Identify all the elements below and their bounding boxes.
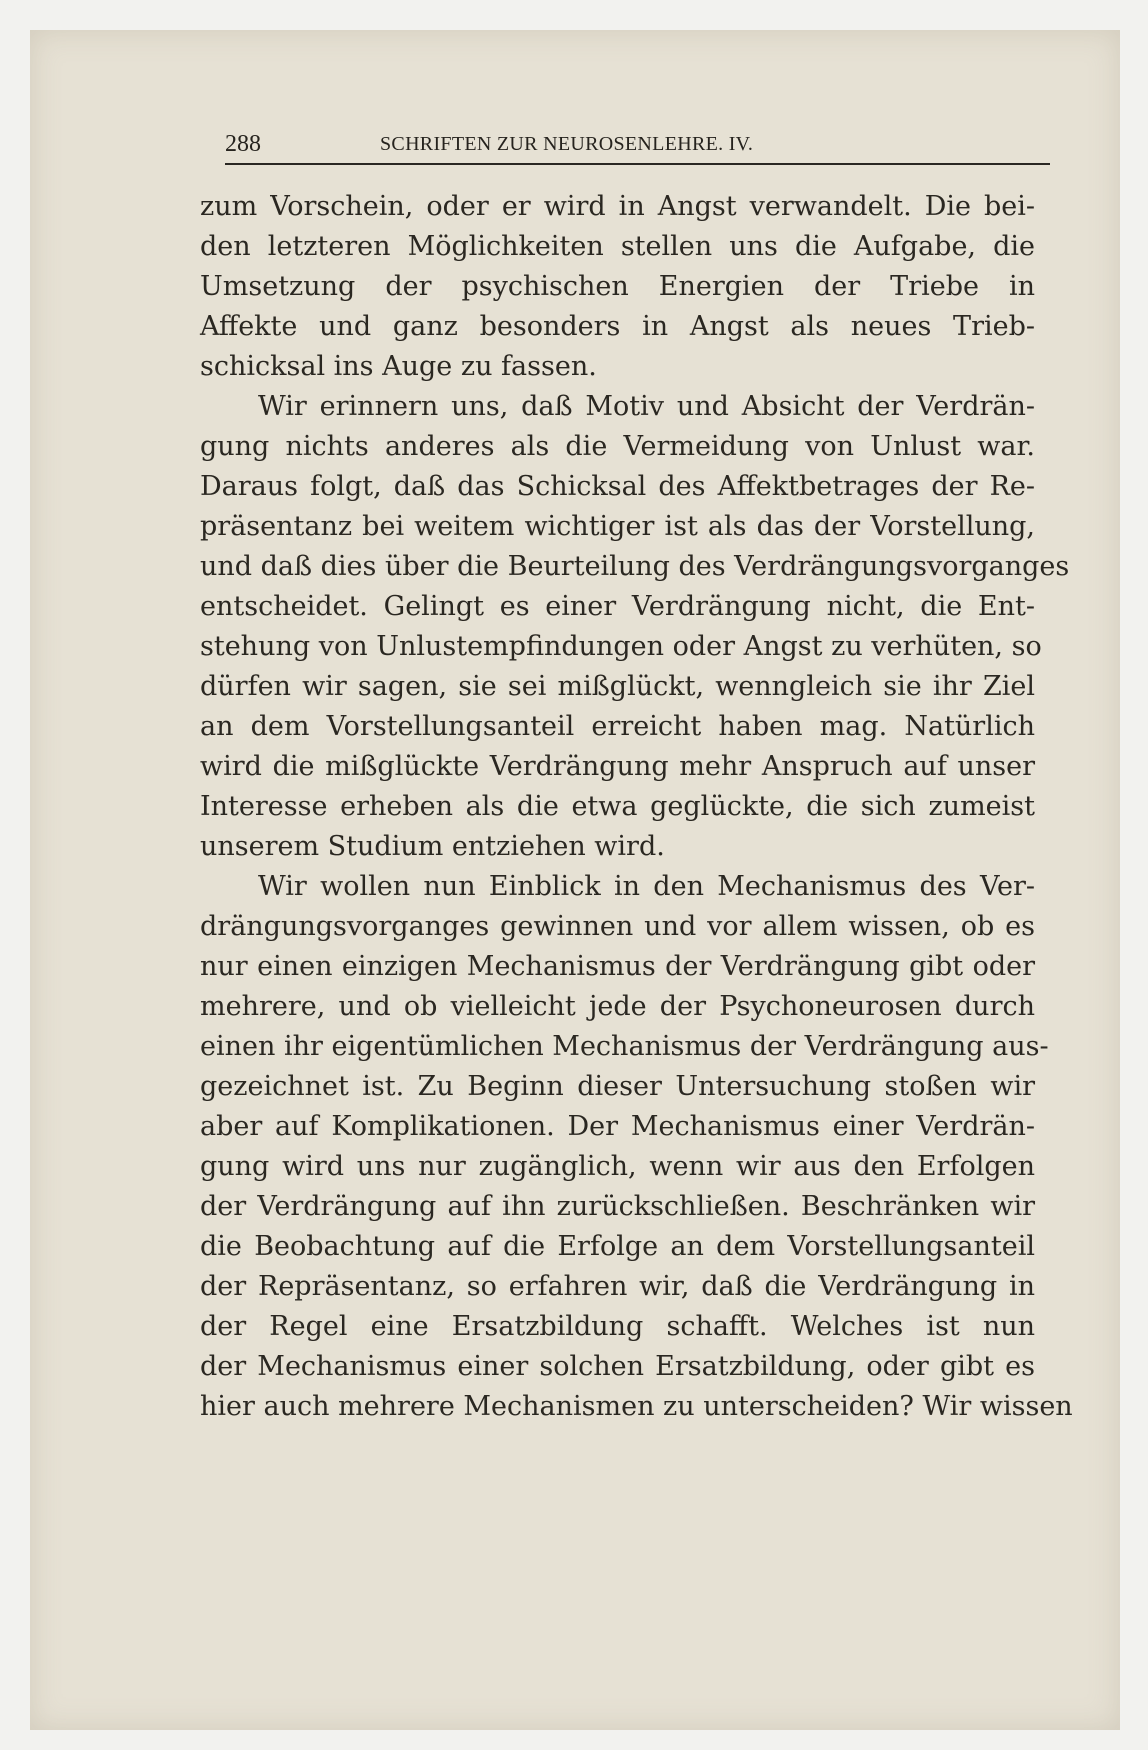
- text-line: gung wird uns nur zugänglich, wenn wir aus den Erfolgen: [200, 1151, 1035, 1182]
- text-line: gezeichnet ist. Zu Beginn dieser Untersuchung stoßen wir: [200, 1071, 1035, 1102]
- text-line: schicksal ins Auge zu fassen.: [200, 351, 597, 382]
- text-line: die Beobachtung auf die Erfolge an dem Vorstellungsanteil: [200, 1231, 1035, 1262]
- text-line: einen ihr eigentümlichen Mechanismus der Verdrängung aus-: [200, 1031, 1049, 1062]
- text-line: Umsetzung der psychischen Energien der Triebe in: [200, 271, 1035, 302]
- text-line: der Mechanismus einer solchen Ersatzbildung, oder gibt es: [200, 1351, 1035, 1382]
- text-line: dürfen wir sagen, sie sei mißglückt, wenngleich sie ihr Ziel: [200, 671, 1035, 702]
- text-line: den letzteren Möglichkeiten stellen uns die Aufgabe, die: [200, 231, 1035, 262]
- text-line: Wir wollen nun Einblick in den Mechanismus des Ver-: [258, 871, 1035, 902]
- text-line: der Regel eine Ersatzbildung schafft. Welches ist nun: [200, 1311, 1035, 1342]
- running-head: SCHRIFTEN ZUR NEUROSENLEHRE. IV.: [380, 133, 754, 155]
- text-line: aber auf Komplikationen. Der Mechanismus einer Verdrän-: [200, 1111, 1035, 1142]
- text-line: unserem Studium entziehen wird.: [200, 831, 665, 862]
- text-line: Wir erinnern uns, daß Motiv und Absicht der Verdrän-: [258, 391, 1035, 422]
- text-line: zum Vorschein, oder er wird in Angst verwandelt. Die bei-: [200, 191, 1035, 222]
- text-line: Affekte und ganz besonders in Angst als neues Trieb-: [200, 311, 1035, 342]
- text-line: der Repräsentanz, so erfahren wir, daß die Verdrängung in: [200, 1271, 1035, 1302]
- page-header: [225, 129, 1050, 165]
- text-line: Interesse erheben als die etwa geglückte, die sich zumeist: [200, 791, 1035, 822]
- text-line: Daraus folgt, daß das Schicksal des Affektbetrages der Re-: [200, 471, 1035, 502]
- text-line: entscheidet. Gelingt es einer Verdrängung nicht, die Ent-: [200, 591, 1035, 622]
- text-line: mehrere, und ob vielleicht jede der Psychoneurosen durch: [200, 991, 1035, 1022]
- text-line: gung nichts anderes als die Vermeidung von Unlust war.: [200, 431, 1035, 462]
- text-line: wird die mißglückte Verdrängung mehr Anspruch auf unser: [200, 751, 1035, 782]
- text-line: stehung von Unlustempfindungen oder Angst zu verhüten, so: [200, 631, 1042, 662]
- text-line: der Verdrängung auf ihn zurückschließen. Beschränken wir: [200, 1191, 1035, 1222]
- body-text: [200, 187, 1073, 1427]
- text-line: nur einen einzigen Mechanismus der Verdrängung gibt oder: [200, 951, 1035, 982]
- text-line: hier auch mehrere Mechanismen zu unterscheiden? Wir wissen: [200, 1391, 1073, 1422]
- text-line: präsentanz bei weitem wichtiger ist als das der Vorstellung,: [200, 511, 1035, 542]
- page-number: 288: [225, 131, 261, 157]
- text-line: drängungsvorganges gewinnen und vor allem wissen, ob es: [200, 911, 1035, 942]
- text-line: und daß dies über die Beurteilung des Verdrängungsvorganges: [200, 551, 1070, 582]
- text-line: an dem Vorstellungsanteil erreicht haben mag. Natürlich: [200, 711, 1035, 742]
